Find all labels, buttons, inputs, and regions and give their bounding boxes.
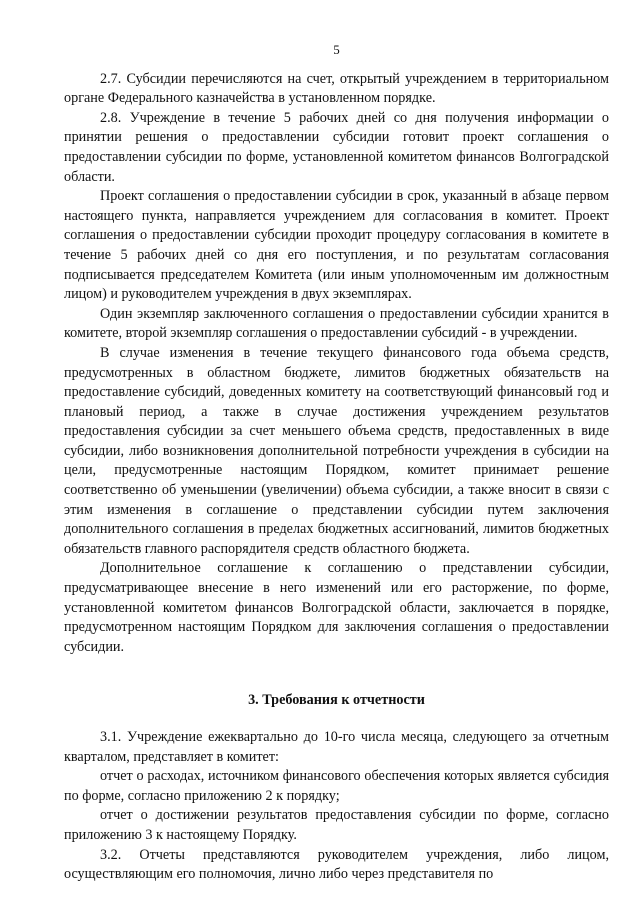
paragraph-agreement-copies: Один экземпляр заключенного соглашения о предоставлении субсидии хранится в комитете, второй экземпляр соглашения о предоставлении субсидий - в учреждении. [64, 305, 609, 342]
page-number: 5 [333, 42, 340, 57]
paragraph-results-report: отчет о достижении результатов предоставления субсидии по форме, согласно приложению 3 к настоящему Порядку. [64, 807, 609, 843]
paragraph-3-1: 3.1. Учреждение ежеквартально до 10-го числа месяца, следующего за отчетным кварталом, представляет в комитет: [64, 729, 609, 765]
paragraph-additional-agreement: Дополнительное соглашение к соглашению о представлении субсидии, предусматривающее внесение в него изменений или его расторжение, по форме, установленной комитетом финансов Волгоградской области, заключается в порядке, предусмотренном настоящим Порядком для заключения соглашения о предоставлении субсидии. [64, 560, 609, 655]
paragraph-2-7: 2.7. Субсидии перечисляются на счет, открытый учреждением в территориальном органе Федерального казначейства в установленном порядке. [64, 70, 609, 107]
paragraph-3-2: 3.2. Отчеты представляются руководителем учреждения, либо лицом, осуществляющим его полномочия, лично либо через представителя по [64, 846, 609, 883]
paragraph-2-8: 2.8. Учреждение в течение 5 рабочих дней со дня получения информации о принятии решения о предоставлении субсидии готовит проект соглашения о предоставлении субсидии по форме, установленной комитетом финансов Волгоградской области. [64, 109, 609, 185]
paragraph-subsidy-change: В случае изменения в течение текущего финансового года объема средств, предусмотренных в областном бюджете, лимитов бюджетных обязательств на предоставление субсидий, доведенных комитету на соответствующий финансовый год и плановый период, а также в случае достижения учреждением результатов предоставления субсидии за счет меньшего объема средств, предоставленных в виде субсидии, либо возникновения дополнительной потребности учреждения в субсидии на цели, предусмотренные настоящим Порядком, комитет принимает решение соответственно об уменьшении (увеличении) объема субсидии, а также вносит в связи с этим изменения в соглашение о представлении субсидии путем заключения дополнительного соглашения в пределах бюджетных ассигнований, лимитов бюджетных обязательств главного распорядителя средств областного бюджета. [64, 344, 609, 557]
section-heading: 3. Требования к отчетности [248, 692, 425, 709]
paragraph-expense-report: отчет о расходах, источником финансового обеспечения которых является субсидия по форме, согласно приложению 2 к порядку; [64, 768, 609, 804]
paragraph-draft-agreement: Проект соглашения о предоставлении субсидии в срок, указанный в абзаце первом настоящего пункта, направляется учреждением для согласования в комитет. Проект соглашения о предоставлении субсидии проходит процедуру согласования в комитете в течение 5 рабочих дней со дня его поступления, и по результатам согласования подписывается председателем Комитета (или иным уполномоченным им должностным лицом) и руководителем учреждения в двух экземплярах. [64, 188, 609, 303]
